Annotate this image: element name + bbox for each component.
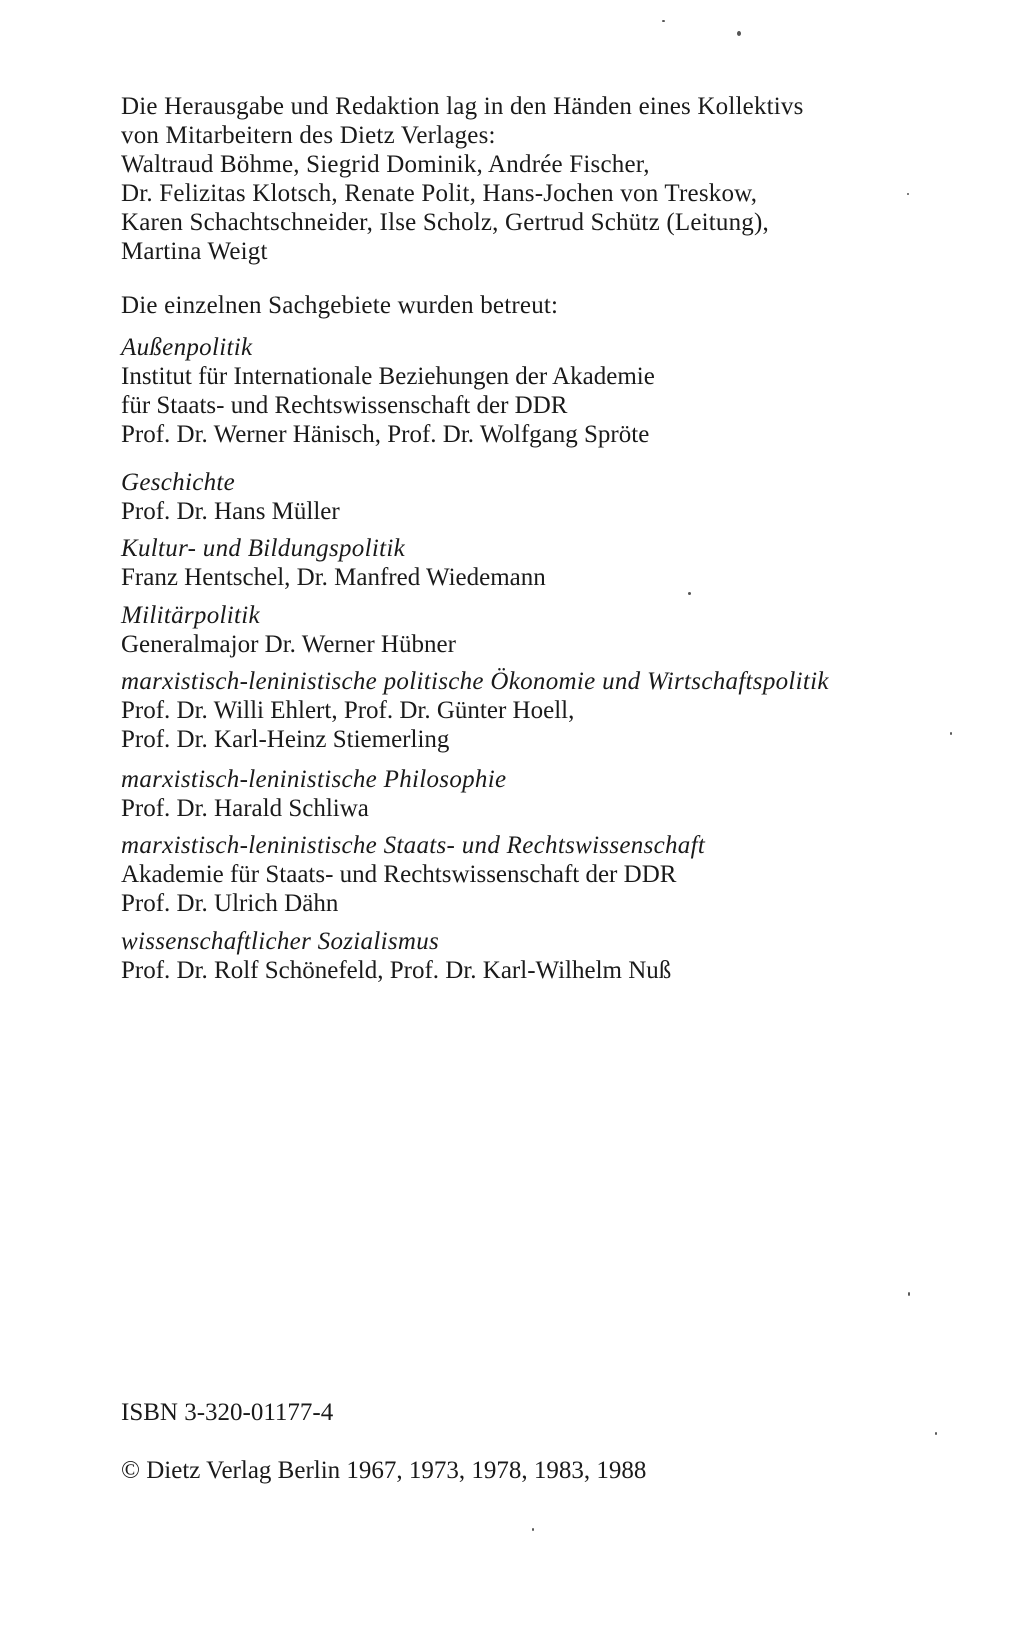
- section-line: Prof. Dr. Harald Schliwa: [121, 795, 369, 822]
- subject-areas-intro: [121, 291, 981, 320]
- section-heading: wissenschaftlicher Sozialismus: [121, 928, 440, 955]
- section-aussenpolitik: [121, 333, 981, 449]
- section-heading: marxistisch-leninistische Staats- und Rechtswissenschaft: [121, 832, 706, 859]
- credits-line: Waltraud Böhme, Siegrid Dominik, Andrée Fischer,: [121, 151, 650, 178]
- credits-line: Karen Schachtschneider, Ilse Scholz, Gertrud Schütz (Leitung),: [121, 209, 769, 236]
- subject-areas-intro-text: Die einzelnen Sachgebiete wurden betreut:: [121, 292, 559, 319]
- section-line: Prof. Dr. Hans Müller: [121, 498, 340, 525]
- section-line: für Staats- und Rechtswissenschaft der DDR: [121, 392, 568, 419]
- credits-line: Die Herausgabe und Redaktion lag in den Händen eines Kollektivs: [121, 93, 804, 120]
- section-heading: Außenpolitik: [121, 334, 253, 361]
- section-line: Prof. Dr. Karl-Heinz Stiemerling: [121, 726, 450, 753]
- section-line: Franz Hentschel, Dr. Manfred Wiedemann: [121, 564, 546, 591]
- section-heading: Geschichte: [121, 469, 236, 496]
- section-geschichte: [121, 468, 981, 526]
- section-line: Prof. Dr. Rolf Schönefeld, Prof. Dr. Karl-Wilhelm Nuß: [121, 957, 672, 984]
- section-line: Institut für Internationale Beziehungen der Akademie: [121, 363, 655, 390]
- section-philosophie: [121, 765, 981, 823]
- section-heading: marxistisch-leninistische politische Ökonomie und Wirtschaftspolitik: [121, 668, 829, 695]
- scan-speck: [908, 1292, 910, 1296]
- credits-line: von Mitarbeitern des Dietz Verlages:: [121, 122, 496, 149]
- section-wissenschaftlicher-sozialismus: [121, 927, 981, 985]
- section-politische-oekonomie: [121, 667, 981, 754]
- copyright-notice: © Dietz Verlag Berlin 1967, 1973, 1978, 1983, 1988: [121, 1457, 647, 1484]
- credits-line: Dr. Felizitas Klotsch, Renate Polit, Hans-Jochen von Treskow,: [121, 180, 758, 207]
- section-line: Akademie für Staats- und Rechtswissenschaft der DDR: [121, 861, 677, 888]
- scan-speck: [532, 1528, 534, 1531]
- section-heading: marxistisch-leninistische Philosophie: [121, 766, 507, 793]
- scan-speck: [935, 1432, 937, 1435]
- section-staats-rechtswissenschaft: [121, 831, 981, 918]
- section-heading: Kultur- und Bildungspolitik: [121, 535, 405, 562]
- editorial-credits: [121, 92, 981, 266]
- scan-speck: [662, 20, 665, 22]
- section-line: Prof. Dr. Werner Hänisch, Prof. Dr. Wolfgang Spröte: [121, 421, 650, 448]
- isbn-number: ISBN 3-320-01177-4: [121, 1399, 334, 1426]
- scan-speck: [950, 732, 952, 735]
- credits-line: Martina Weigt: [121, 238, 268, 265]
- section-line: Generalmajor Dr. Werner Hübner: [121, 631, 456, 658]
- section-militaerpolitik: [121, 601, 981, 659]
- scan-speck: [907, 193, 909, 195]
- section-line: Prof. Dr. Willi Ehlert, Prof. Dr. Günter Hoell,: [121, 697, 575, 724]
- scan-speck: [688, 592, 691, 595]
- section-line: Prof. Dr. Ulrich Dähn: [121, 890, 339, 917]
- scan-speck: [737, 31, 741, 36]
- section-heading: Militärpolitik: [121, 602, 260, 629]
- section-kultur-bildungspolitik: [121, 534, 981, 592]
